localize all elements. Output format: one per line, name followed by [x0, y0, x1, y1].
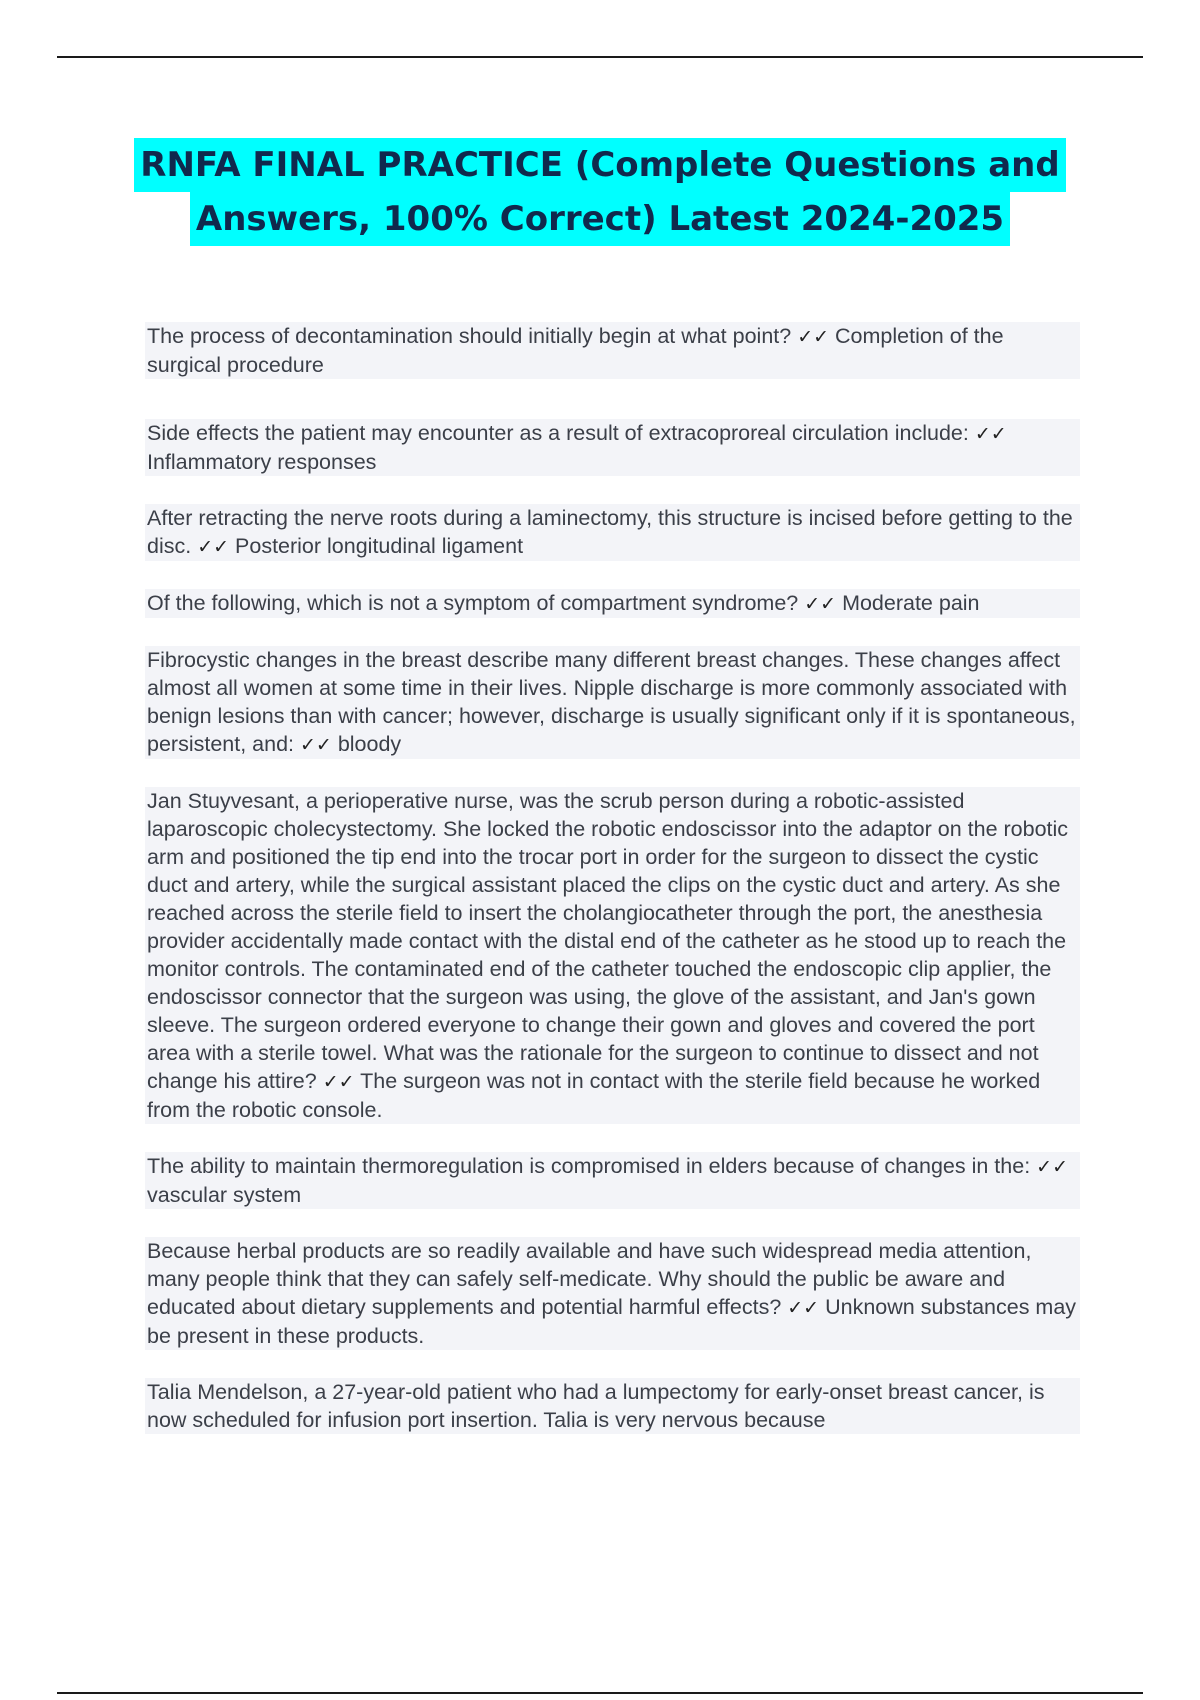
- qa-item-5: [145, 646, 1080, 759]
- qa-item-8: [145, 1237, 1080, 1350]
- qa-item-1: [145, 322, 1080, 379]
- question-text: Jan Stuyvesant, a perioperative nurse, was the scrub person during a robotic-assisted laparoscopic cholecystectomy. She locked the robotic endoscissor into the adaptor on the robotic arm and positioned the tip end into the trocar port in order for the surgeon to dissect the cystic duct and artery, while the surgical assistant placed the clips on the cystic duct and artery. As she reached across the sterile field to insert the cholangiocatheter through the port, the anesthesia provider accidentally made contact with the distal end of the catheter as he stood up to reach the monitor controls. The contaminated end of the catheter touched the endoscopic clip applier, the endoscissor connector that the surgeon was using, the glove of the assistant, and Jan's gown sleeve. The surgeon ordered everyone to change their gown and gloves and covered the port area with a sterile towel. What was the rationale for the surgeon to continue to dissect and not change his attire?: [147, 789, 1069, 1093]
- checkmark-icon: ✓✓: [300, 734, 332, 756]
- answer-text: vascular system: [147, 1183, 302, 1207]
- checkmark-icon: ✓✓: [974, 423, 1007, 445]
- checkmark-icon: ✓✓: [797, 326, 830, 348]
- qa-list: [145, 322, 1080, 1462]
- checkmark-icon: ✓✓: [322, 1071, 355, 1093]
- answer-text: Moderate pain: [842, 591, 980, 615]
- answer-text: Unknown substances may be present in these products.: [147, 1295, 1077, 1348]
- question-text: Because herbal products are so readily available and have such widespread media attention, many people think that they can safely self-medicate. Why should the public be aware and educated about dietary supplements and potential harmful effects?: [147, 1239, 1032, 1319]
- qa-item-4: [145, 589, 1080, 618]
- qa-item-7: [145, 1152, 1080, 1209]
- answer-text: Completion of the surgical procedure: [147, 324, 1004, 377]
- checkmark-icon: ✓✓: [787, 1297, 820, 1319]
- bottom-divider: [57, 1692, 1143, 1694]
- document-title: [0, 138, 1200, 246]
- qa-item-6: [145, 787, 1080, 1124]
- question-text: Side effects the patient may encounter as a result of extracoproreal circulation include:: [147, 421, 969, 445]
- question-text: The ability to maintain thermoregulation is compromised in elders because of changes in the:: [147, 1154, 1031, 1178]
- question-text: Fibrocystic changes in the breast describe many different breast changes. These changes affect almost all women at some time in their lives. Nipple discharge is more commonly associated with benign lesions than with cancer; however, discharge is usually significant only if it is spontaneous, persistent, and:: [147, 648, 1076, 756]
- question-text: The process of decontamination should initially begin at what point?: [147, 324, 792, 348]
- title-line-2: Answers, 100% Correct) Latest 2024-2025: [190, 192, 1010, 246]
- qa-item-2: [145, 419, 1080, 476]
- top-divider: [57, 56, 1143, 58]
- title-line-1: RNFA FINAL PRACTICE (Complete Questions and: [134, 138, 1065, 192]
- question-text: Talia Mendelson, a 27-year-old patient who had a lumpectomy for early-onset breast cancer, is now scheduled for infusion port insertion. Talia is very nervous because: [147, 1380, 1045, 1432]
- answer-text: Posterior longitudinal ligament: [235, 534, 524, 558]
- answer-text: bloody: [337, 732, 402, 756]
- checkmark-icon: ✓✓: [197, 536, 230, 558]
- checkmark-icon: ✓✓: [1036, 1156, 1068, 1178]
- question-text: After retracting the nerve roots during a laminectomy, this structure is incised before getting to the disc.: [147, 506, 1073, 558]
- answer-text: Inflammatory responses: [147, 450, 377, 474]
- question-text: Of the following, which is not a symptom of compartment syndrome?: [147, 591, 799, 615]
- checkmark-icon: ✓✓: [804, 593, 837, 615]
- qa-item-9: [145, 1378, 1080, 1434]
- answer-text: The surgeon was not in contact with the sterile field because he worked from the robotic console.: [147, 1069, 1041, 1122]
- qa-item-3: [145, 504, 1080, 561]
